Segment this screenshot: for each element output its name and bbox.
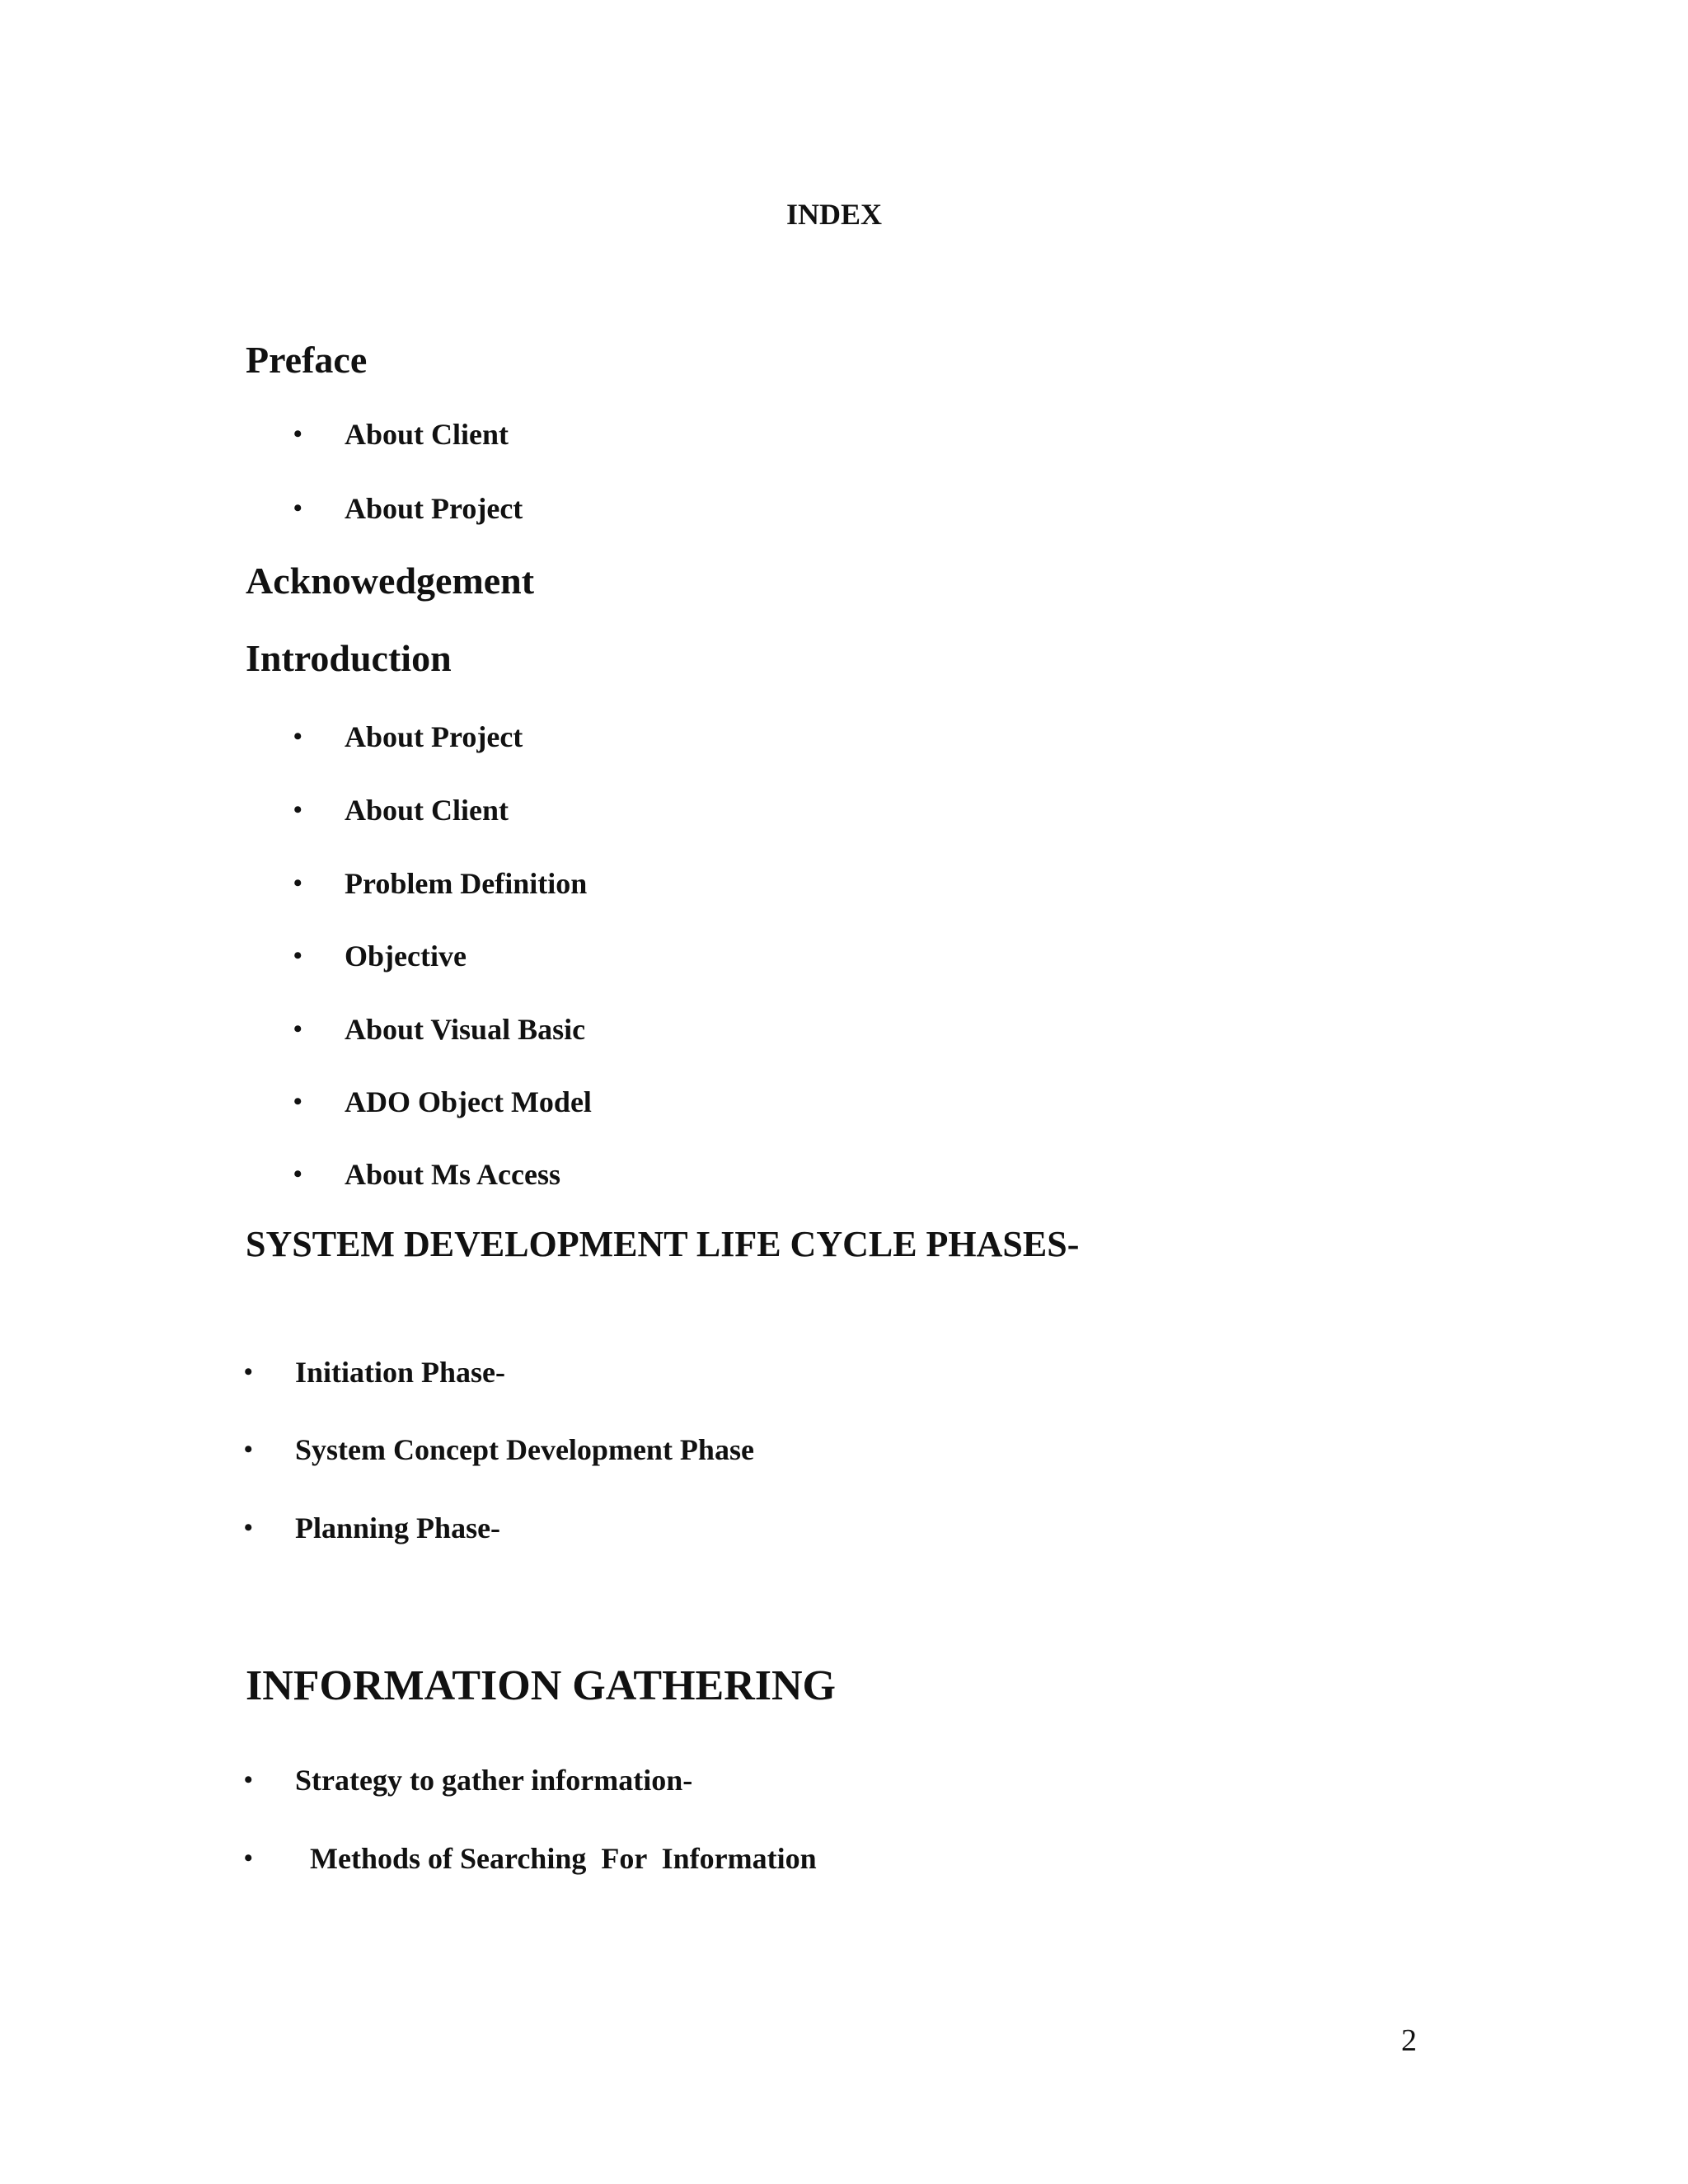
bullet-icon: • [244, 1358, 253, 1385]
list-item: • About Client [293, 794, 509, 827]
bullet-icon: • [244, 1766, 253, 1793]
list-item: • Strategy to gather information- [244, 1764, 693, 1797]
heading-introduction: Introduction [246, 637, 452, 679]
bullet-icon: • [293, 420, 302, 448]
list-item: • About Visual Basic [293, 1013, 586, 1046]
list-item: • ADO Object Model [293, 1085, 592, 1118]
list-item: • About Client [293, 418, 509, 451]
bullet-icon: • [293, 869, 302, 897]
bullet-icon: • [244, 1436, 253, 1463]
list-item: • About Project [293, 720, 523, 753]
heading-preface: Preface [246, 339, 368, 381]
bullet-icon: • [293, 1088, 302, 1115]
list-item: • Problem Definition [293, 867, 588, 900]
list-item: • About Ms Access [293, 1158, 560, 1191]
bullet-icon: • [244, 1514, 253, 1541]
bullet-icon: • [293, 723, 302, 750]
bullet-icon: • [293, 942, 302, 969]
heading-acknowledgement: Acknowedgement [246, 560, 535, 602]
bullet-icon: • [293, 1160, 302, 1188]
list-item: • System Concept Development Phase [244, 1433, 754, 1466]
list-item: • About Project [293, 492, 523, 525]
heading-sdlc: SYSTEM DEVELOPMENT LIFE CYCLE PHASES- [246, 1224, 1080, 1264]
bullet-icon: • [293, 796, 302, 823]
bullet-icon: • [293, 494, 302, 522]
list-item: • Objective [293, 940, 467, 972]
list-item: • Methods of Searching For Information [244, 1842, 817, 1875]
list-item: • Planning Phase- [244, 1511, 501, 1544]
bullet-icon: • [244, 1844, 253, 1872]
bullet-icon: • [293, 1015, 302, 1043]
heading-information-gathering: INFORMATION GATHERING [246, 1662, 836, 1709]
page-number: 2 [1401, 2023, 1417, 2058]
index-title: INDEX [785, 198, 882, 231]
list-item: • Initiation Phase- [244, 1356, 506, 1389]
